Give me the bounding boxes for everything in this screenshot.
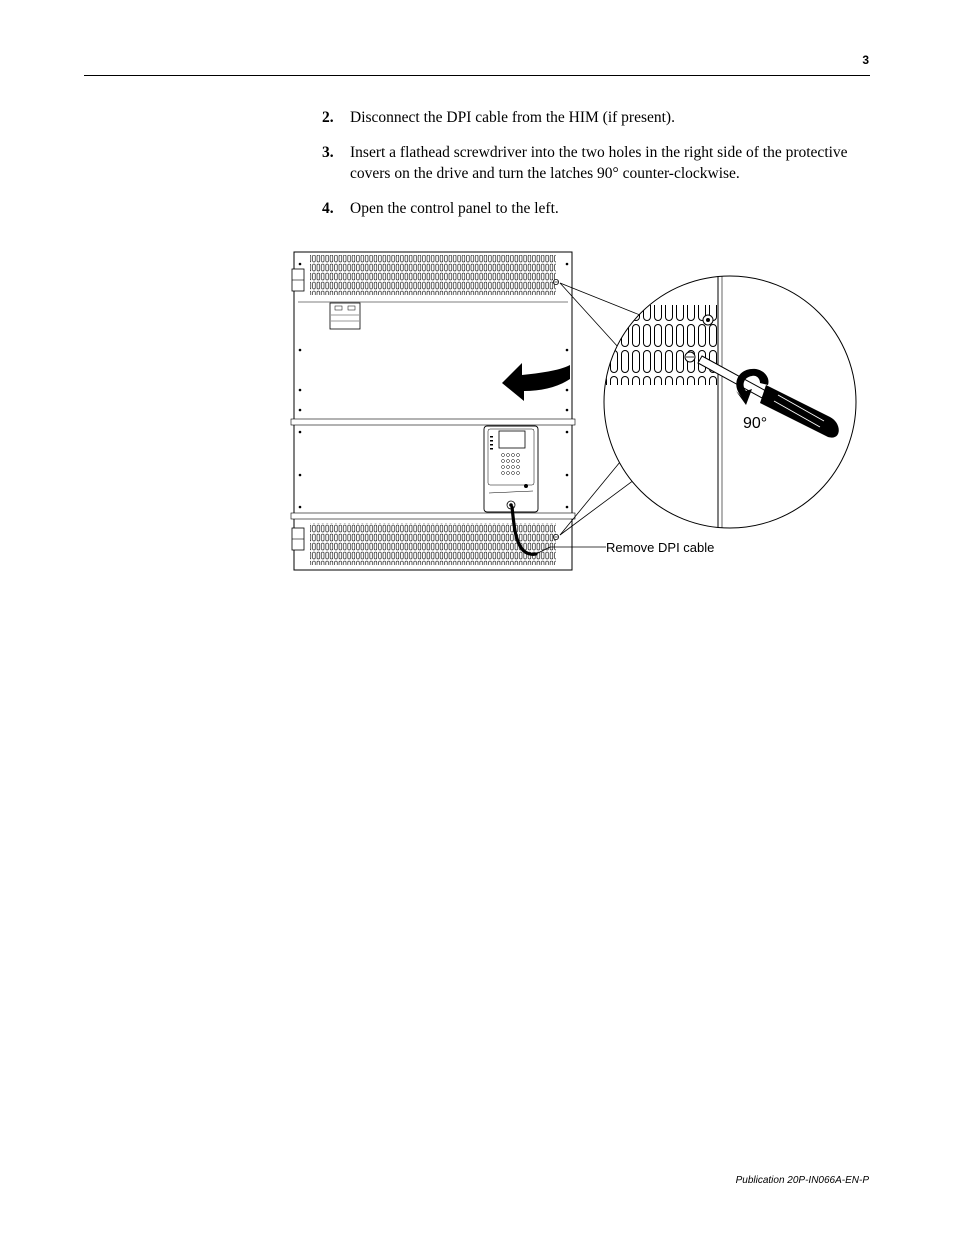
step-item [322, 142, 862, 184]
angle-label: 90° [743, 415, 768, 432]
step-number: 4. [322, 200, 334, 217]
zoom-detail [603, 275, 856, 535]
step-number: 3. [322, 144, 334, 161]
callout-label: Remove DPI cable [606, 540, 715, 555]
step-number: 2. [322, 109, 334, 126]
step-text: Insert a flathead screwdriver into the two holes in the right side of the protective covers on the drive and turn the latches 90° counter-clockwise. [350, 144, 848, 182]
step-text: Disconnect the DPI cable from the HIM (if present). [350, 109, 675, 126]
step-text: Open the control panel to the left. [350, 200, 559, 217]
step-item [322, 198, 862, 219]
page-number: 3 [862, 53, 869, 67]
instruction-steps [322, 107, 862, 233]
drive-enclosure [291, 252, 575, 570]
him-keypad [484, 426, 538, 512]
step-item [322, 107, 862, 128]
publication-footer: Publication 20P-IN066A-EN-P [735, 1175, 869, 1186]
drive-illustration [290, 245, 870, 575]
header-rule [84, 75, 870, 76]
